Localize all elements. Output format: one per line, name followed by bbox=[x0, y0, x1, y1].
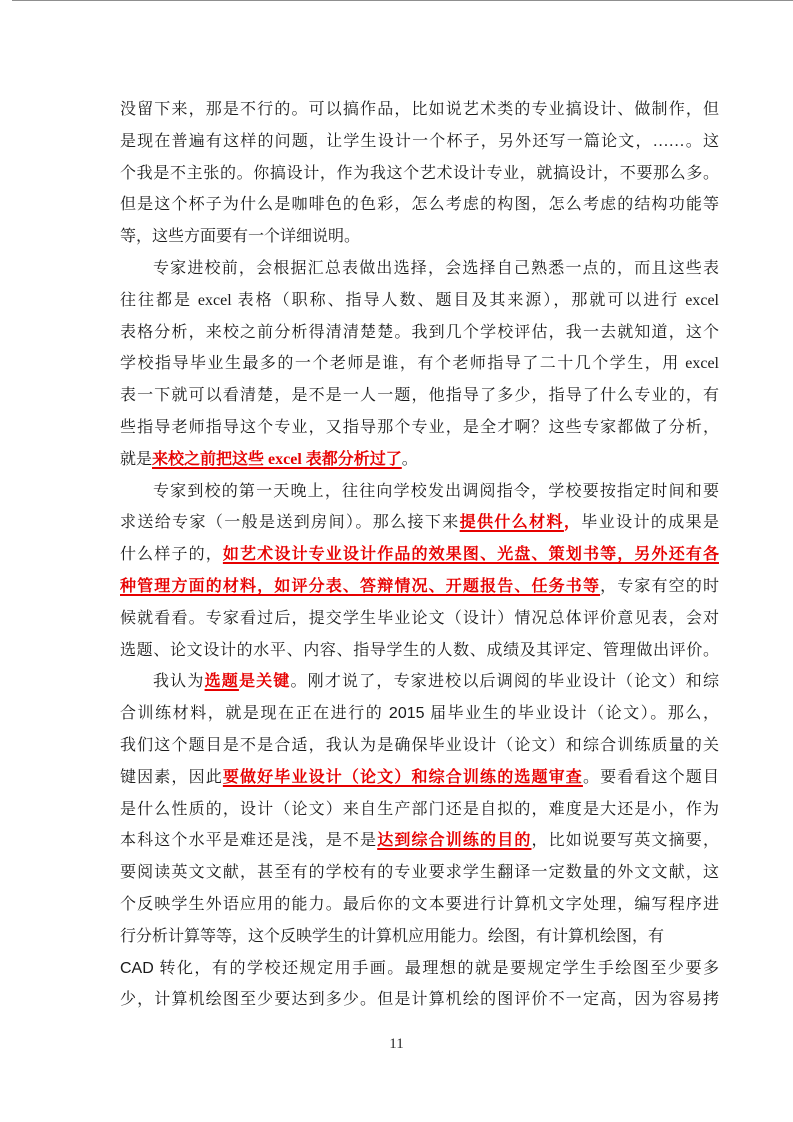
text-run: 专家到校的第一天晚上，往往向学校发出调阅指令，学校要按指定时间和要 bbox=[153, 482, 719, 500]
text-line bbox=[120, 476, 719, 508]
text-run: 届毕业生的毕业设计（论文）。那么， bbox=[424, 705, 719, 723]
highlight-red-run: 种管理方面的材料，如评分表、答辩情况、开题报告、任务书等 bbox=[120, 577, 601, 595]
text-run: 行分析计算等等，这个反映学生的计算机应用能力。绘图，有计算机绘图，有 bbox=[120, 927, 665, 945]
text-run: 学校指导毕业生最多的一个老师是谁，有个老师指导了二十几个学生，用 excel bbox=[120, 355, 719, 373]
text-run: 求送给专家（一般是送到房间）。那么接下来 bbox=[120, 514, 460, 532]
text-line bbox=[120, 762, 719, 794]
text-run: 些指导老师指导这个专业，又指导那个专业，是全才啊？这些专家都做了分析， bbox=[120, 418, 719, 436]
text-line bbox=[120, 666, 719, 698]
page-top-edge bbox=[12, 0, 793, 1]
highlight-red-run: ， bbox=[563, 514, 582, 532]
text-run: ，专家有空的时 bbox=[600, 577, 719, 595]
text-line bbox=[120, 857, 719, 889]
text-run: 专家进校前，会根据汇总表做出选择，会选择自己熟悉一点的，而且这些表 bbox=[153, 259, 719, 277]
text-line bbox=[120, 158, 719, 190]
text-run: 但是这个杯子为什么是咖啡色的色彩，怎么考虑的构图，怎么考虑的结构功能等 bbox=[120, 196, 719, 214]
highlight-red-run: 提供什么材料 bbox=[459, 514, 564, 532]
text-run: 个反映学生外语应用的能力。最后你的文本要进行计算机文字处理，编写程序进 bbox=[120, 895, 719, 913]
text-line bbox=[120, 126, 719, 158]
text-run: 选题、论文设计的水平、内容、指导学生的人数、成绩及其评定、管理做出评价。 bbox=[120, 641, 719, 659]
text-line bbox=[120, 571, 719, 603]
text-run: 要阅读英文文献，甚至有的学校有的专业要求学生翻译一定数量的外文文献，这 bbox=[120, 864, 719, 882]
text-run: 个我是不主张的。你搞设计，作为我这个艺术设计专业，就搞设计，不要那么多。 bbox=[120, 164, 719, 182]
highlight-red-run: 是关键 bbox=[238, 673, 291, 691]
text-line bbox=[120, 507, 719, 539]
text-line bbox=[120, 730, 719, 762]
text-run: 表一下就可以看清楚，是不是一人一题，他指导了多少，指导了什么专业的，有 bbox=[120, 387, 719, 405]
text-line bbox=[120, 635, 719, 667]
text-line bbox=[120, 348, 719, 380]
text-line bbox=[120, 921, 719, 953]
text-line bbox=[120, 189, 719, 221]
text-run: 转化，有的学校还规定用手画。最理想的就是要规定学生手绘图至少要多 bbox=[153, 959, 719, 977]
text-run: ，比如说要写英文摘要， bbox=[531, 832, 719, 850]
text-line bbox=[120, 539, 719, 571]
text-line bbox=[120, 984, 719, 1016]
text-run: 没留下来，那是不行的。可以搞作品，比如说艺术类的专业搞设计、做制作，但 bbox=[120, 101, 719, 118]
text-run: 我认为 bbox=[153, 673, 205, 691]
text-run: 候就看看。专家看过后，提交学生毕业论文（设计）情况总体评价意见表，会对 bbox=[120, 609, 719, 627]
text-run: 就是 bbox=[120, 450, 153, 468]
text-run: 表格分析，来校之前分析得清清楚楚。我到几个学校评估，我一去就知道，这个 bbox=[120, 323, 719, 341]
text-run: 。 bbox=[401, 450, 418, 468]
text-line bbox=[120, 94, 719, 126]
text-run: 往往都是 excel 表格（职称、指导人数、题目及其来源），那就可以进行 excel bbox=[120, 291, 719, 309]
text-run: CAD bbox=[120, 959, 154, 977]
text-line bbox=[120, 380, 719, 412]
highlight-red-run: 要做好毕业设计（论文）和综合训练的选题审查 bbox=[222, 768, 583, 786]
text-run: 。要看看这个题目 bbox=[582, 768, 719, 786]
text-run: 是什么性质的，设计（论文）来自生产部门还是自拟的，难度是大还是小，作为 bbox=[120, 800, 719, 818]
page-number: 11 bbox=[389, 1036, 404, 1052]
document-text bbox=[120, 94, 719, 1016]
text-line bbox=[120, 285, 719, 317]
text-line bbox=[120, 825, 719, 857]
text-line bbox=[120, 221, 719, 253]
text-line bbox=[120, 412, 719, 444]
text-run: 。刚才说了，专家进校以后调阅的毕业设计（论文）和综 bbox=[290, 673, 719, 691]
text-line bbox=[120, 253, 719, 285]
highlight-red-run: 达到综合训练的目的 bbox=[377, 832, 532, 850]
text-line bbox=[120, 794, 719, 826]
text-run: 等，这些方面要有一个详细说明。 bbox=[120, 228, 361, 246]
highlight-red-run: 来校之前把这些 excel 表都分析过了 bbox=[152, 450, 402, 468]
text-line bbox=[120, 953, 719, 985]
text-run: 我们这个题目是不是合适，我认为是确保毕业设计（论文）和综合训练质量的关 bbox=[120, 736, 719, 754]
text-line bbox=[120, 444, 719, 476]
text-run: 合训练材料，就是现在正在进行的 bbox=[120, 705, 389, 723]
text-run: 什么样子的， bbox=[120, 546, 223, 564]
text-run: 2015 bbox=[388, 705, 425, 723]
text-line bbox=[120, 603, 719, 635]
text-line bbox=[120, 317, 719, 349]
text-run: 本科这个水平是难还是浅，是不是 bbox=[120, 832, 378, 850]
text-run: 键因素，因此 bbox=[120, 768, 223, 786]
text-run: 毕业设计的成果是 bbox=[581, 514, 719, 532]
highlight-red-run: 如艺术设计专业设计作品的效果图、光盘、策划书等，另外还有各 bbox=[222, 546, 719, 564]
highlight-red-run: 选题 bbox=[204, 673, 239, 691]
text-run: 少，计算机绘图至少要达到多少。但是计算机绘的图评价不一定高，因为容易拷 bbox=[120, 991, 719, 1009]
text-line bbox=[120, 698, 719, 730]
text-run: 是现在普遍有这样的问题，让学生设计一个杯子，另外还写一篇论文，……。这 bbox=[120, 132, 719, 150]
text-line bbox=[120, 889, 719, 921]
